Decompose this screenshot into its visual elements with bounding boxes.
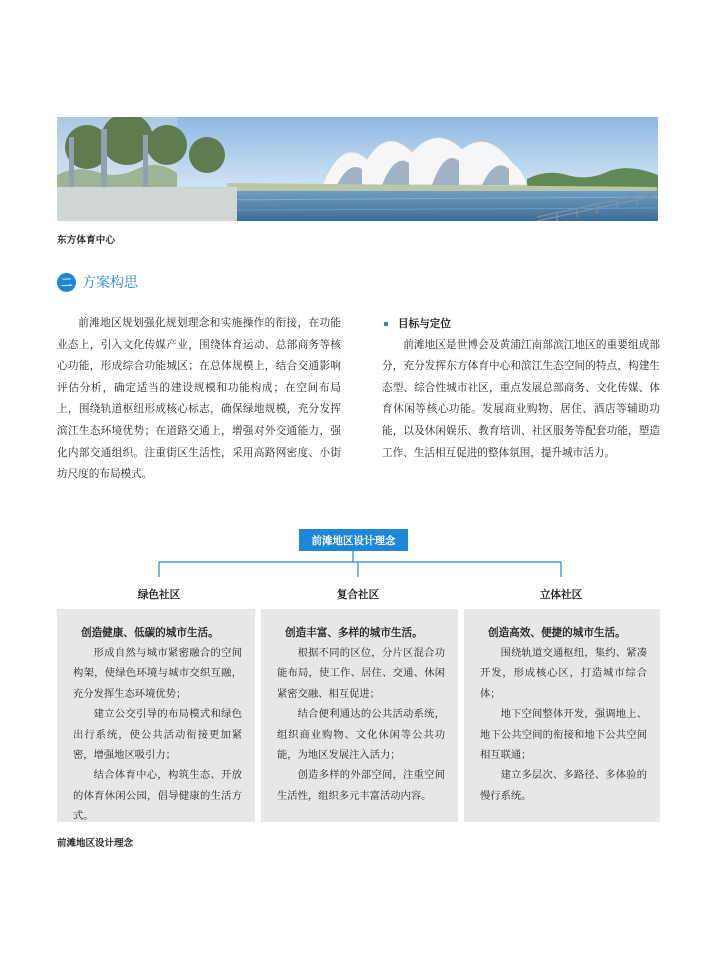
card-title: 创造丰富、多样的城市生活。 [285,627,423,639]
card-paragraph: 围绕轨道交通枢纽，集约、紧凑开发，形成核心区，打造城市综合体； [480,647,647,700]
card-paragraph: 形成自然与城市紧密融合的空间构架，使绿色环境与城市交织互融，充分发挥生态环境优势； [73,647,242,700]
card-green-community [57,609,255,822]
card-title: 创造高效、便捷的城市生活。 [488,627,626,639]
photo-caption: 东方体育中心 [57,235,116,246]
card-paragraph: 创造多样的外部空间，注重空间生活性，组织多元丰富活动内容。 [277,769,445,802]
section-number-badge: 二 [57,273,76,292]
branch-label-vertical: 立体社区 [539,589,583,601]
left-paragraph: 前滩地区规划强化规划理念和实施操作的衔接，在功能业态上，引入文化传媒产业，围绕体育运动、总部商务等核心功能，形成综合功能城区；在总体规模上，结合交通影响评估分析，确定适当的建设规模和功能构成；在空间布局上，围绕轨道枢纽形成核心标志，确保绿地规模，充分发挥滨江生态环境优势；在道路交通上，增强对外交通能力，强化内部交通组织。注重街区生活性，采用高路网密度、小街坊尺度的布局模式。 [57,317,341,481]
subheading [382,313,660,335]
subheading-text: 目标与定位 [398,318,451,331]
card-paragraph: 建立多层次、多路径、多体验的慢行系统。 [480,769,647,802]
card-paragraph: 地下空间整体开发，强调地上、地下公共空间的衔接和地下公共空间相互联通； [480,708,647,762]
branch-label-mixed: 复合社区 [336,589,380,601]
card-paragraph: 结合便利通达的公共活动系统，组织商业购物、文化休闲等公共功能，为地区发展注入活力； [277,708,445,762]
diagram-caption: 前滩地区设计理念 [57,838,134,849]
card-paragraph: 建立公交引导的布局模式和绿色出行系统，使公共活动衔接更加紧密，增强地区吸引力； [73,708,242,762]
card-paragraph: 结合体育中心，构筑生态、开放的体育休闲公园，倡导健康的生活方式。 [73,769,242,823]
right-column [382,313,660,464]
section-heading [57,272,138,292]
card-mixed-community [261,609,458,822]
right-paragraph: 前滩地区是世博会及黄浦江南部滨江地区的重要组成部分，充分发挥东方体育中心和滨江生态空间的特点，构建生态型、综合性城市社区，重点发展总部商务、文化传媒、体育休闲等核心功能。发展商业购物、居住、酒店等辅助功能，以及休闲娱乐、教育培训、社区服务等配套功能，塑造工作、生活相互促进的整体氛围，提升城市活力。 [382,338,660,459]
card-title: 创造健康、低碳的城市生活。 [81,627,219,639]
branch-label-green: 绿色社区 [137,589,181,601]
diagram-root-box: 前滩地区设计理念 [299,529,408,551]
card-paragraph: 根据不同的区位，分片区混合功能布局，使工作、居住、交通、休闲紧密交融、相互促进； [277,647,445,700]
stadium-photo [57,117,658,221]
card-vertical-community [464,609,660,822]
section-title: 方案构思 [82,275,138,291]
square-bullet-icon [384,322,388,326]
